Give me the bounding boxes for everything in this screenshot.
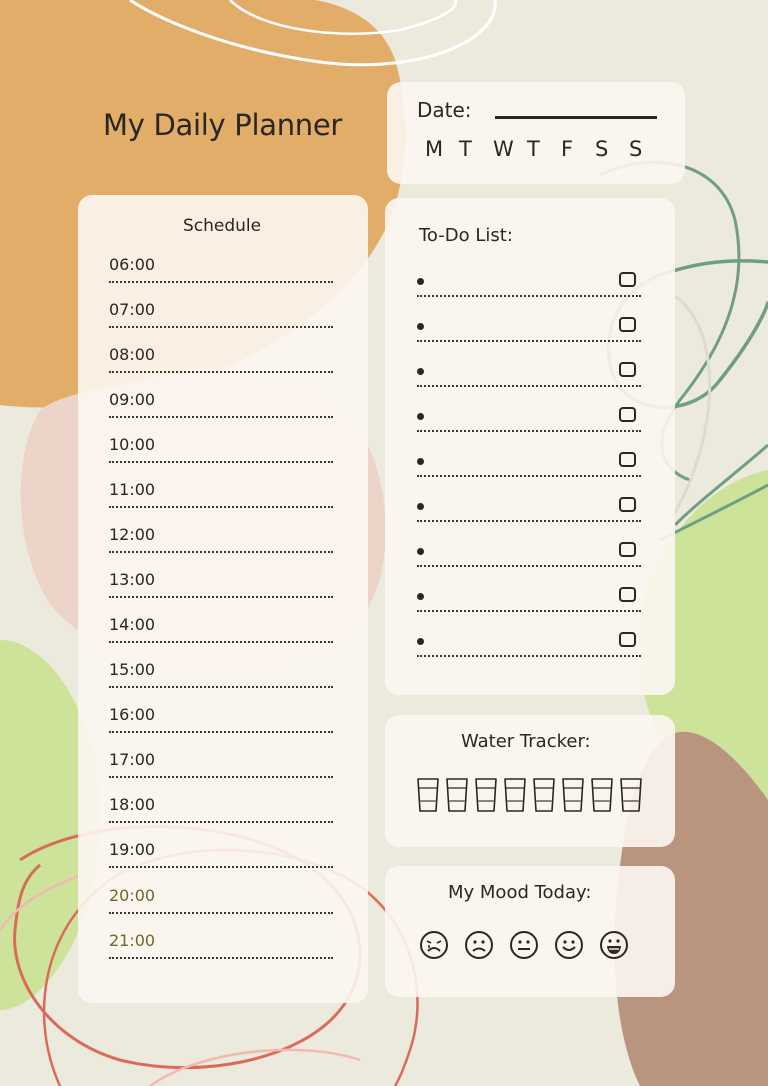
schedule-row[interactable] bbox=[109, 931, 333, 959]
day-sunday[interactable]: S bbox=[629, 137, 643, 161]
dotted-line bbox=[109, 912, 333, 914]
dotted-line bbox=[109, 776, 333, 778]
bullet-icon bbox=[417, 593, 424, 600]
dotted-line bbox=[109, 416, 333, 418]
dotted-line bbox=[109, 686, 333, 688]
checkbox-icon[interactable] bbox=[619, 632, 636, 647]
water-glass-icon[interactable] bbox=[416, 777, 440, 813]
water-glass-icon[interactable] bbox=[445, 777, 469, 813]
dotted-line bbox=[109, 551, 333, 553]
schedule-time: 09:00 bbox=[109, 390, 156, 409]
bullet-icon bbox=[417, 278, 424, 285]
dotted-line bbox=[109, 596, 333, 598]
day-saturday[interactable]: S bbox=[595, 137, 609, 161]
dotted-line bbox=[109, 506, 333, 508]
water-glass-icon[interactable] bbox=[619, 777, 643, 813]
dotted-line bbox=[417, 430, 641, 432]
todo-title: To-Do List: bbox=[419, 225, 513, 246]
schedule-time: 20:00 bbox=[109, 886, 156, 905]
schedule-row[interactable] bbox=[109, 345, 333, 373]
day-friday[interactable]: F bbox=[561, 137, 574, 161]
schedule-row[interactable] bbox=[109, 886, 333, 914]
schedule-time: 10:00 bbox=[109, 435, 156, 454]
schedule-time: 06:00 bbox=[109, 255, 156, 274]
checkbox-icon[interactable] bbox=[619, 407, 636, 422]
water-tracker-panel bbox=[385, 715, 675, 847]
schedule-time: 11:00 bbox=[109, 480, 156, 499]
schedule-row[interactable] bbox=[109, 840, 333, 868]
schedule-time: 07:00 bbox=[109, 300, 156, 319]
schedule-row[interactable] bbox=[109, 615, 333, 643]
schedule-row[interactable] bbox=[109, 705, 333, 733]
schedule-title: Schedule bbox=[183, 216, 262, 236]
bullet-icon bbox=[417, 458, 424, 465]
dotted-line bbox=[417, 565, 641, 567]
schedule-time: 19:00 bbox=[109, 840, 156, 859]
todo-panel bbox=[385, 198, 675, 695]
water-glasses bbox=[416, 777, 643, 813]
schedule-row[interactable] bbox=[109, 255, 333, 283]
mood-panel bbox=[385, 866, 675, 997]
schedule-time: 17:00 bbox=[109, 750, 156, 769]
neutral-face-icon[interactable] bbox=[509, 930, 539, 960]
bullet-icon bbox=[417, 323, 424, 330]
checkbox-icon[interactable] bbox=[619, 272, 636, 287]
day-wednesday[interactable]: W bbox=[493, 137, 514, 161]
dotted-line bbox=[417, 475, 641, 477]
day-tuesday[interactable]: T bbox=[459, 137, 472, 161]
day-thursday[interactable]: T bbox=[527, 137, 540, 161]
dotted-line bbox=[109, 461, 333, 463]
checkbox-icon[interactable] bbox=[619, 587, 636, 602]
schedule-row[interactable] bbox=[109, 525, 333, 553]
schedule-time: 13:00 bbox=[109, 570, 156, 589]
schedule-time: 14:00 bbox=[109, 615, 156, 634]
mood-selector bbox=[419, 930, 629, 960]
dotted-line bbox=[109, 957, 333, 959]
water-glass-icon[interactable] bbox=[503, 777, 527, 813]
schedule-time: 18:00 bbox=[109, 795, 156, 814]
bullet-icon bbox=[417, 638, 424, 645]
schedule-row[interactable] bbox=[109, 660, 333, 688]
schedule-row[interactable] bbox=[109, 480, 333, 508]
dotted-line bbox=[109, 326, 333, 328]
water-glass-icon[interactable] bbox=[590, 777, 614, 813]
frowning-face-icon[interactable] bbox=[464, 930, 494, 960]
checkbox-icon[interactable] bbox=[619, 362, 636, 377]
schedule-row[interactable] bbox=[109, 750, 333, 778]
water-tracker-title: Water Tracker: bbox=[461, 731, 591, 752]
dotted-line bbox=[109, 821, 333, 823]
schedule-panel bbox=[78, 195, 368, 1003]
page-title: My Daily Planner bbox=[103, 108, 343, 142]
grinning-face-icon[interactable] bbox=[599, 930, 629, 960]
dotted-line bbox=[417, 340, 641, 342]
bullet-icon bbox=[417, 413, 424, 420]
crying-face-icon[interactable] bbox=[419, 930, 449, 960]
dotted-line bbox=[109, 866, 333, 868]
checkbox-icon[interactable] bbox=[619, 317, 636, 332]
bullet-icon bbox=[417, 503, 424, 510]
water-glass-icon[interactable] bbox=[561, 777, 585, 813]
date-panel bbox=[387, 82, 685, 184]
dotted-line bbox=[417, 610, 641, 612]
date-field[interactable] bbox=[495, 116, 657, 119]
mood-title: My Mood Today: bbox=[448, 882, 592, 903]
dotted-line bbox=[109, 731, 333, 733]
schedule-row[interactable] bbox=[109, 570, 333, 598]
checkbox-icon[interactable] bbox=[619, 542, 636, 557]
dotted-line bbox=[417, 655, 641, 657]
schedule-time: 08:00 bbox=[109, 345, 156, 364]
dotted-line bbox=[109, 641, 333, 643]
checkbox-icon[interactable] bbox=[619, 497, 636, 512]
schedule-time: 15:00 bbox=[109, 660, 156, 679]
schedule-row[interactable] bbox=[109, 300, 333, 328]
date-label: Date: bbox=[417, 98, 472, 122]
smiling-face-icon[interactable] bbox=[554, 930, 584, 960]
dotted-line bbox=[417, 295, 641, 297]
schedule-row[interactable] bbox=[109, 390, 333, 418]
bullet-icon bbox=[417, 548, 424, 555]
schedule-row[interactable] bbox=[109, 435, 333, 463]
dotted-line bbox=[109, 371, 333, 373]
checkbox-icon[interactable] bbox=[619, 452, 636, 467]
schedule-time: 12:00 bbox=[109, 525, 156, 544]
dotted-line bbox=[417, 385, 641, 387]
bullet-icon bbox=[417, 368, 424, 375]
dotted-line bbox=[417, 520, 641, 522]
dotted-line bbox=[109, 281, 333, 283]
day-monday[interactable]: M bbox=[425, 137, 444, 161]
schedule-time: 16:00 bbox=[109, 705, 156, 724]
weekday-selector bbox=[425, 137, 663, 161]
schedule-time: 21:00 bbox=[109, 931, 156, 950]
water-glass-icon[interactable] bbox=[474, 777, 498, 813]
water-glass-icon[interactable] bbox=[532, 777, 556, 813]
schedule-row[interactable] bbox=[109, 795, 333, 823]
